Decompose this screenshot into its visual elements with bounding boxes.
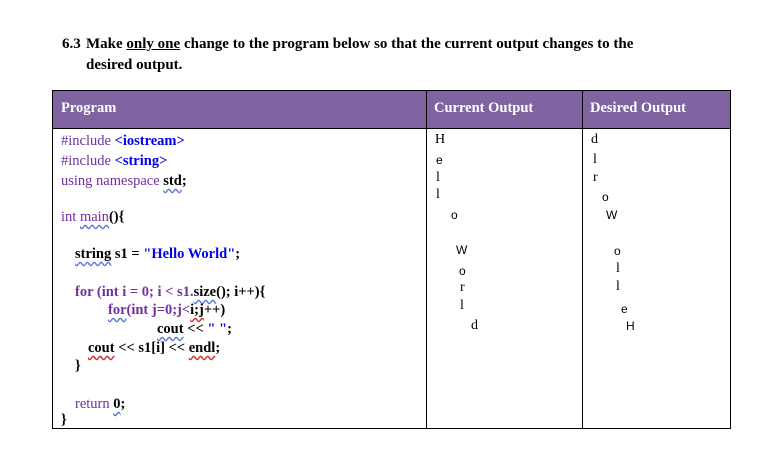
question-number: 6.3 (62, 36, 81, 52)
desired-output-char: l (616, 279, 620, 294)
code-line-1: #include <iostream> (61, 133, 185, 149)
current-output-char: W (456, 243, 468, 257)
code-line-10: } (75, 358, 81, 374)
desired-output-char: l (616, 261, 620, 276)
program-table (52, 90, 731, 429)
header-program: Program (61, 100, 117, 116)
code-line-4: int main(){ (61, 209, 125, 225)
current-output-char: r (460, 280, 465, 295)
desired-output-char: o (602, 190, 609, 204)
current-output-char: d (471, 318, 478, 333)
column-divider (426, 91, 427, 428)
desired-output-char: o (614, 244, 621, 258)
emphasis-only-one: only one (126, 36, 181, 52)
code-line-3: using namespace std; (61, 173, 187, 189)
current-output-char: l (460, 298, 464, 313)
code-line-8: cout << " "; (157, 321, 232, 337)
code-line-2: #include <string> (61, 153, 168, 169)
desired-output-char: e (621, 302, 628, 316)
current-output-char: l (436, 187, 440, 202)
desired-output-char: H (626, 319, 635, 333)
question-text-part: change to the program below so that the current output changes to the (180, 36, 634, 52)
code-line-7: for(int j=0;j<i;j++) (108, 302, 226, 318)
desired-output-char: r (593, 170, 598, 185)
code-line-11: return 0; (75, 396, 126, 412)
code-line-6: for (int i = 0; i < s1.size(); i++){ (75, 284, 266, 300)
current-output-char: o (459, 264, 466, 278)
table-header (53, 91, 730, 129)
code-line-5: string s1 = "Hello World"; (75, 246, 241, 262)
code-line-9: cout << s1[i] << endl; (88, 340, 221, 356)
code-line-12: } (61, 412, 67, 428)
current-output-char: l (436, 170, 440, 185)
desired-output-char: W (606, 208, 618, 222)
current-output-char: H (435, 132, 446, 147)
header-desired-output: Desired Output (590, 100, 687, 116)
desired-output-char: l (593, 152, 597, 167)
question-text (62, 34, 742, 76)
question-line-2: desired output. (86, 57, 183, 73)
header-current-output: Current Output (434, 100, 534, 116)
question-text-part: Make (86, 36, 127, 52)
current-output-char: o (451, 208, 458, 222)
desired-output-char: d (591, 132, 598, 147)
current-output-char: e (436, 153, 443, 167)
column-divider (582, 91, 583, 428)
